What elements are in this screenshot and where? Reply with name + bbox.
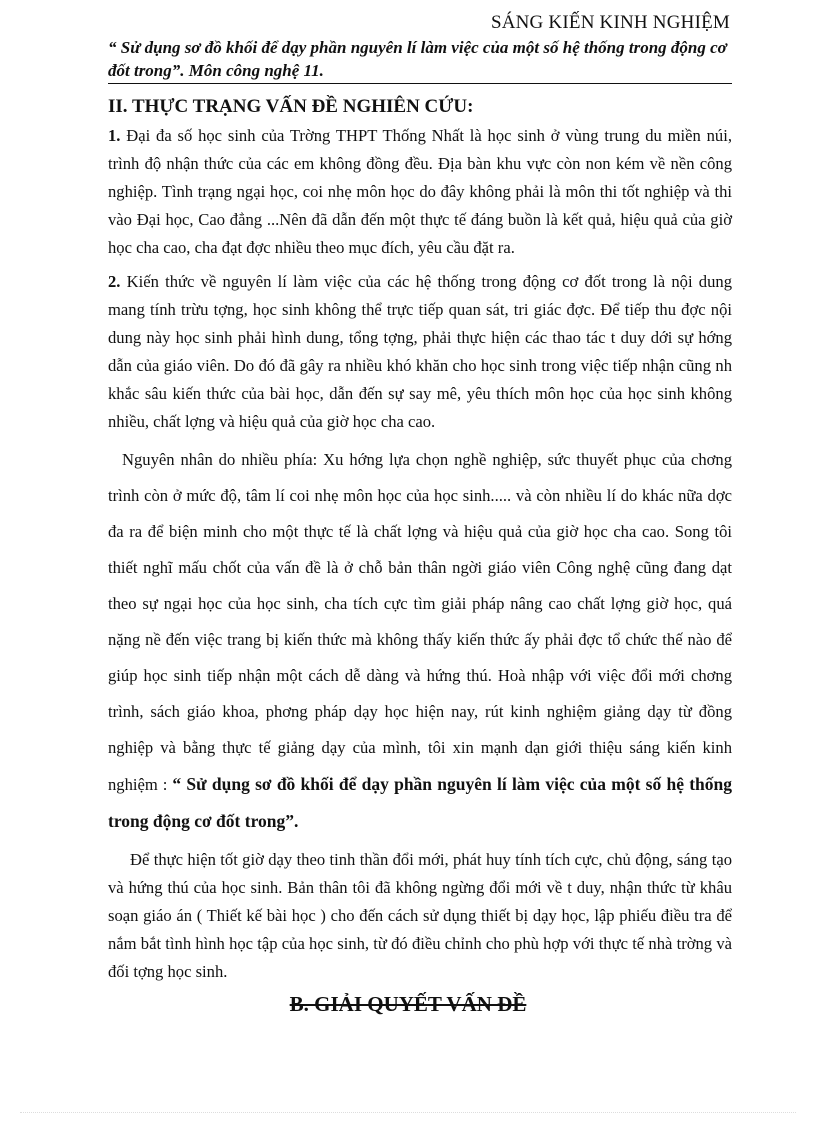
section-b-heading: B. GIẢI QUYẾT VẤN ĐỀ — [289, 992, 527, 1016]
paragraph-2-text: Kiến thức về nguyên lí làm việc của các hệ thống trong động cơ đốt trong là nội dung mang tính trừu tợng, học sinh không thể trực tiếp quan sát, tri giác đợc. Để tiếp thu đợc nội dung này học sinh phải hình dung, tổng tợng, phải thực hiện các thao tác t duy dới sự hớng dẫn của giáo viên. Do đó đã gây ra nhiều khó khăn cho học sinh trong việc tiếp nhận cũng nh khắc sâu kiến thức của bài học, dẫn đến sự say mê, yêu thích môn học của học sinh không nhiều, chất lợng và hiệu quả của giờ học cha cao. — [108, 272, 732, 431]
paragraph-1 — [108, 122, 732, 262]
section-heading: II. THỰC TRẠNG VẤN ĐỀ NGHIÊN CỨU: — [108, 96, 474, 117]
document-header-label: SÁNG KIẾN KINH NGHIỆM — [490, 12, 730, 33]
paragraph-3-text: Nguyên nhân do nhiều phía: Xu hớng lựa chọn nghề nghiệp, sức thuyết phục của chơng trình còn ở mức độ, tâm lí coi nhẹ môn học của học sinh..... và còn nhiều lí do khác nữa dợc đa ra để biện minh cho một thực tế là chất lợng và hiệu quả của giờ học cha cao. Song tôi thiết nghĩ mấu chốt của vấn đề là ở chỗ bản thân ngời giáo viên Công nghệ cũng đang dạt theo sự ngại học của học sinh, cha tích cực tìm giải pháp nâng cao chất lợng giờ học, quá nặng nề đến việc trang bị kiến thức mà không thấy kiến thức ấy phải đợc tổ chức thế nào để giúp học sinh tiếp nhận một cách dễ dàng và hứng thú. Hoà nhập với việc đổi mới chơng trình, sách giáo khoa, phơng pháp dạy học hiện nay, rút kinh nghiệm giảng dạy từ đồng nghiệp và bằng thực tế giảng dạy của mình, tôi xin mạnh dạn giới thiệu sáng kiến kinh nghiệm : — [108, 450, 732, 794]
body-content — [108, 122, 732, 992]
paragraph-2-number: 2. — [108, 272, 121, 291]
paragraph-2 — [108, 268, 732, 436]
paragraph-1-number: 1. — [108, 126, 121, 145]
paragraph-4-text: Để thực hiện tốt giờ dạy theo tinh thần đổi mới, phát huy tính tích cực, chủ động, sáng tạo và hứng thú của học sinh. Bản thân tôi đã không ngừng đổi mới về t duy, nhận thức từ khâu soạn giáo án ( Thiết kế bài học ) cho đến cách sử dụng thiết bị dạy học, lập phiếu điều tra để nắm bắt tình hình học tập của học sinh, từ đó điều chỉnh cho phù hợp với thực tế nhà trờng và đối tợng học sinh. — [108, 850, 732, 981]
page-bottom-divider — [20, 1112, 796, 1113]
paragraph-4 — [108, 846, 732, 986]
document-header-title: “ Sử dụng sơ đồ khối để dạy phần nguyên lí làm việc của một số hệ thống trong động cơ đốt trong”. Môn công nghệ 11. — [108, 36, 732, 84]
paragraph-1-text: Đại đa số học sinh của Trờng THPT Thống Nhất là học sinh ở vùng trung du miền núi, trình độ nhận thức của các em không đồng đều. Địa bàn khu vực còn non kém về nền công nghiệp. Tình trạng ngại học, coi nhẹ môn học do đây không phải là môn thi tốt nghiệp và thi vào Đại học, Cao đẳng ...Nên đã dẫn đến một thực tế đáng buồn là kết quả, hiệu quả của giờ học cha cao, cha đạt đợc nhiều theo mục đích, yêu cầu đặt ra. — [108, 126, 732, 257]
paragraph-3-quote: “ Sử dụng sơ đồ khối để dạy phần nguyên lí làm việc của một số hệ thống trong động cơ đốt trong”. — [108, 774, 732, 831]
paragraph-3 — [108, 442, 732, 840]
